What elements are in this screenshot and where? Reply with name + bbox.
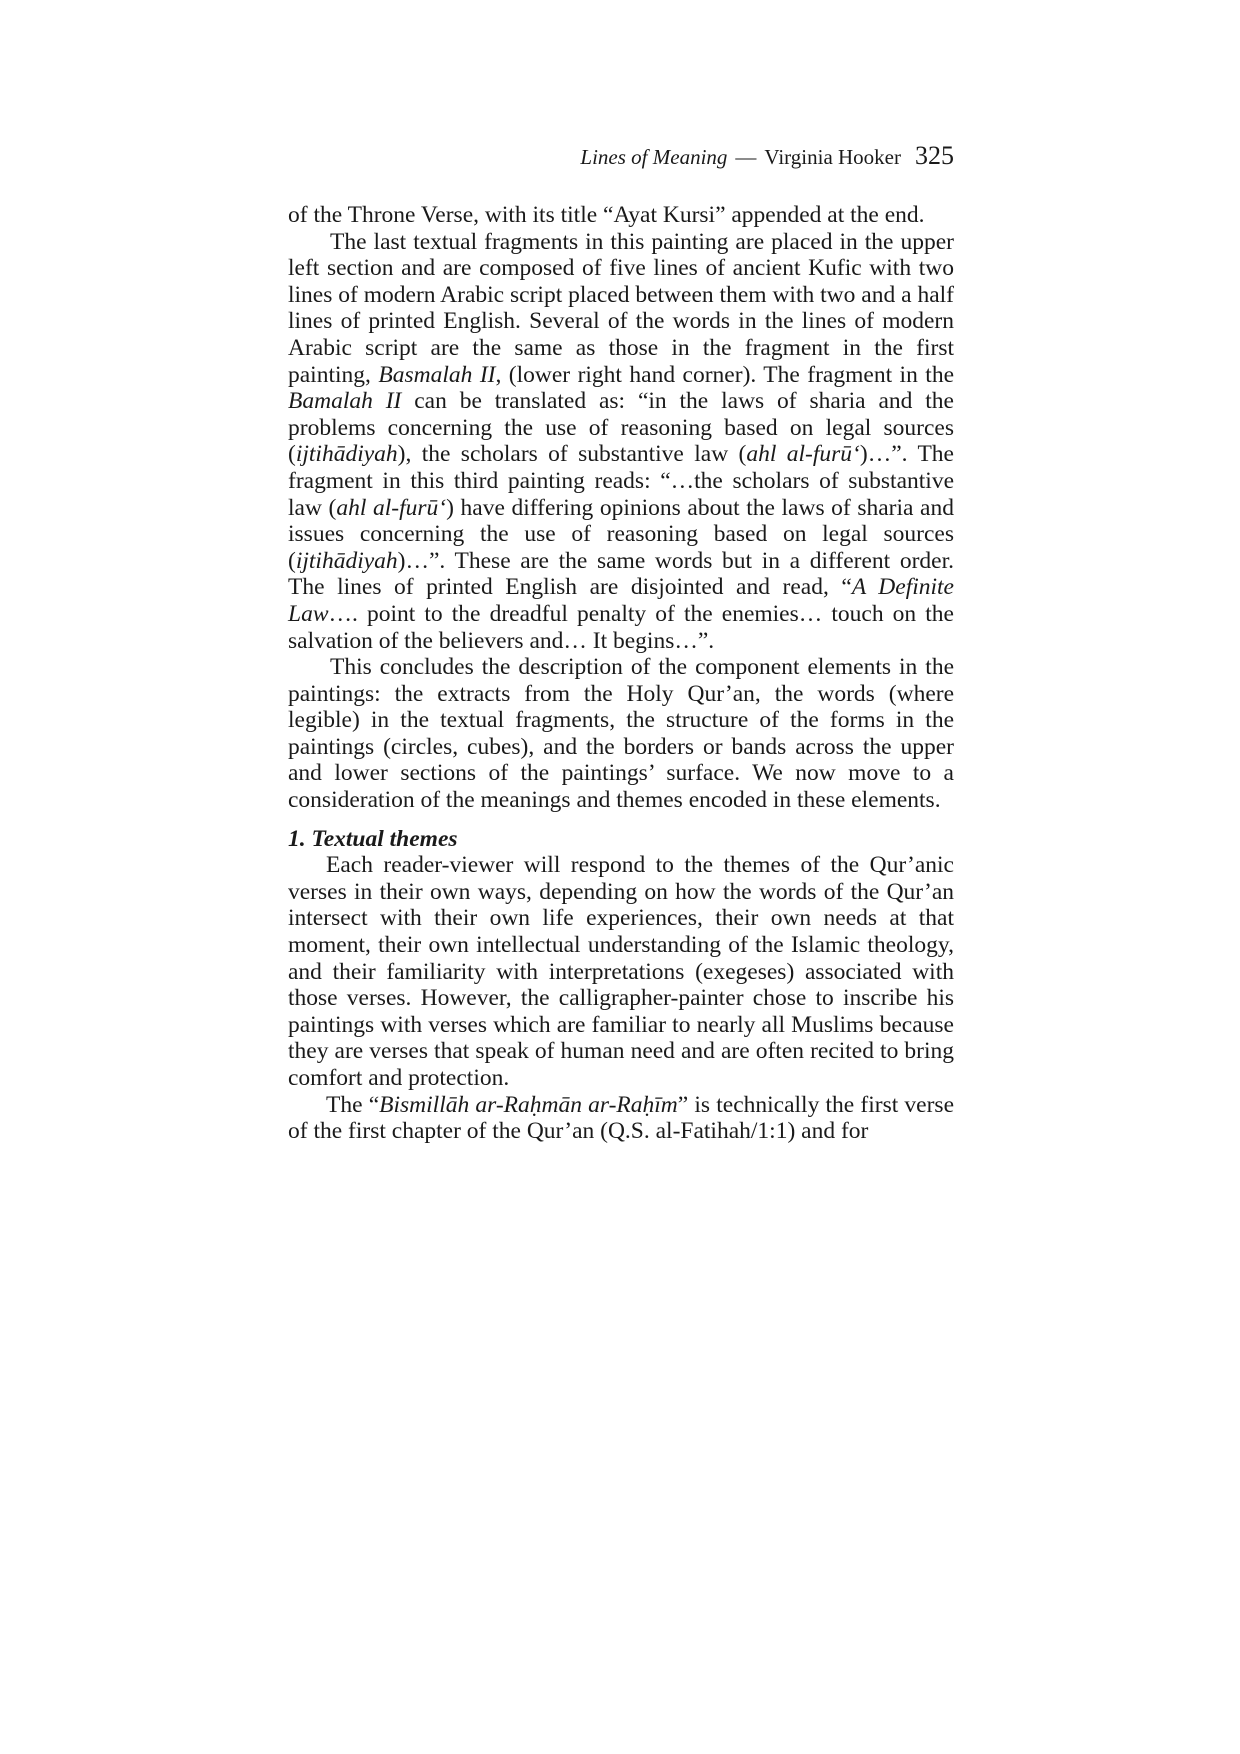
italic-term: ijtihādiyah — [295, 547, 398, 574]
running-header — [288, 138, 954, 178]
italic-term: ahl al-furū‘ — [336, 494, 447, 521]
body-text — [288, 202, 954, 1145]
paragraph-continuation: of the Throne Verse, with its title “Ayat Kursi” appended at the end. — [288, 202, 925, 228]
paragraph-bismillah — [288, 1092, 954, 1145]
text-run: ) have differing opinions about the laws of sharia and issues concerning the use of reasoning based on legal sources ( — [288, 494, 954, 574]
text-run: The “ — [326, 1091, 380, 1118]
italic-term: ahl al-furū‘ — [746, 441, 860, 468]
italic-term: ijtihādiyah — [295, 441, 398, 468]
header-separator: — — [735, 145, 757, 169]
italic-term: Bamalah II — [288, 388, 402, 415]
text-run: , (lower right hand corner). The fragment in the — [495, 361, 954, 388]
running-title: Lines of Meaning — [580, 145, 728, 169]
header-author: Virginia Hooker — [764, 145, 901, 169]
paragraph-reader-viewer: Each reader-viewer will respond to the themes of the Qur’anic verses in their own ways, depending on how the words of the Qur’an intersect with their own life experiences, their own needs at that moment, their own intellectual understanding of the Islamic theology, and their familiarity with interpretations (exegeses) associated with those verses. However, the calligrapher-painter chose to inscribe his paintings with verses which are familiar to nearly all Muslims because they are verses that speak of human need and are often recited to bring comfort and protection. — [288, 852, 954, 1091]
text-run: ” is technically the first verse of the first chapter of the Qur’an (Q.S. al-Fatihah/1:1) and for — [288, 1091, 954, 1145]
italic-term: Bismillāh ar-Raḥmān ar-Raḥīm — [379, 1091, 678, 1118]
text-run: …. point to the dreadful penalty of the enemies… touch on the salvation of the believers and… It begins…”. — [288, 600, 954, 654]
paragraph-textual-fragments — [288, 229, 954, 655]
text-run: )…”. These are the same words but in a different order. The lines of printed English are disjointed and read, “ — [288, 547, 954, 601]
italic-term: A Definite Law — [288, 574, 954, 627]
text-run: ), the scholars of substantive law ( — [397, 441, 747, 468]
page-number: 325 — [915, 141, 954, 170]
paragraph-conclusion: This concludes the description of the component elements in the paintings: the extracts from the Holy Qur’an, the words (where legible) in the textual fragments, the structure of the forms in the paintings (circles, cubes), and the borders or bands across the upper and lower sections of the paintings’ surface. We now move to a consideration of the meanings and themes encoded in these elements. — [288, 654, 954, 814]
text-run: )…”. The fragment in this third painting reads: “…the scholars of substantive law ( — [288, 441, 954, 521]
section-heading: 1. Textual themes — [288, 825, 458, 852]
text-run: can be translated as: “in the laws of sharia and the problems concerning the use of reasoning based on legal sources ( — [288, 388, 954, 468]
text-run: The last textual fragments in this painting are placed in the upper left section and are composed of five lines of ancient Kufic with two lines of modern Arabic script placed between them with two and a half lines of printed English. Several of the words in the lines of modern Arabic script are the same as those in the fragment in the first painting, — [288, 228, 954, 388]
italic-term: Basmalah II — [378, 361, 496, 388]
